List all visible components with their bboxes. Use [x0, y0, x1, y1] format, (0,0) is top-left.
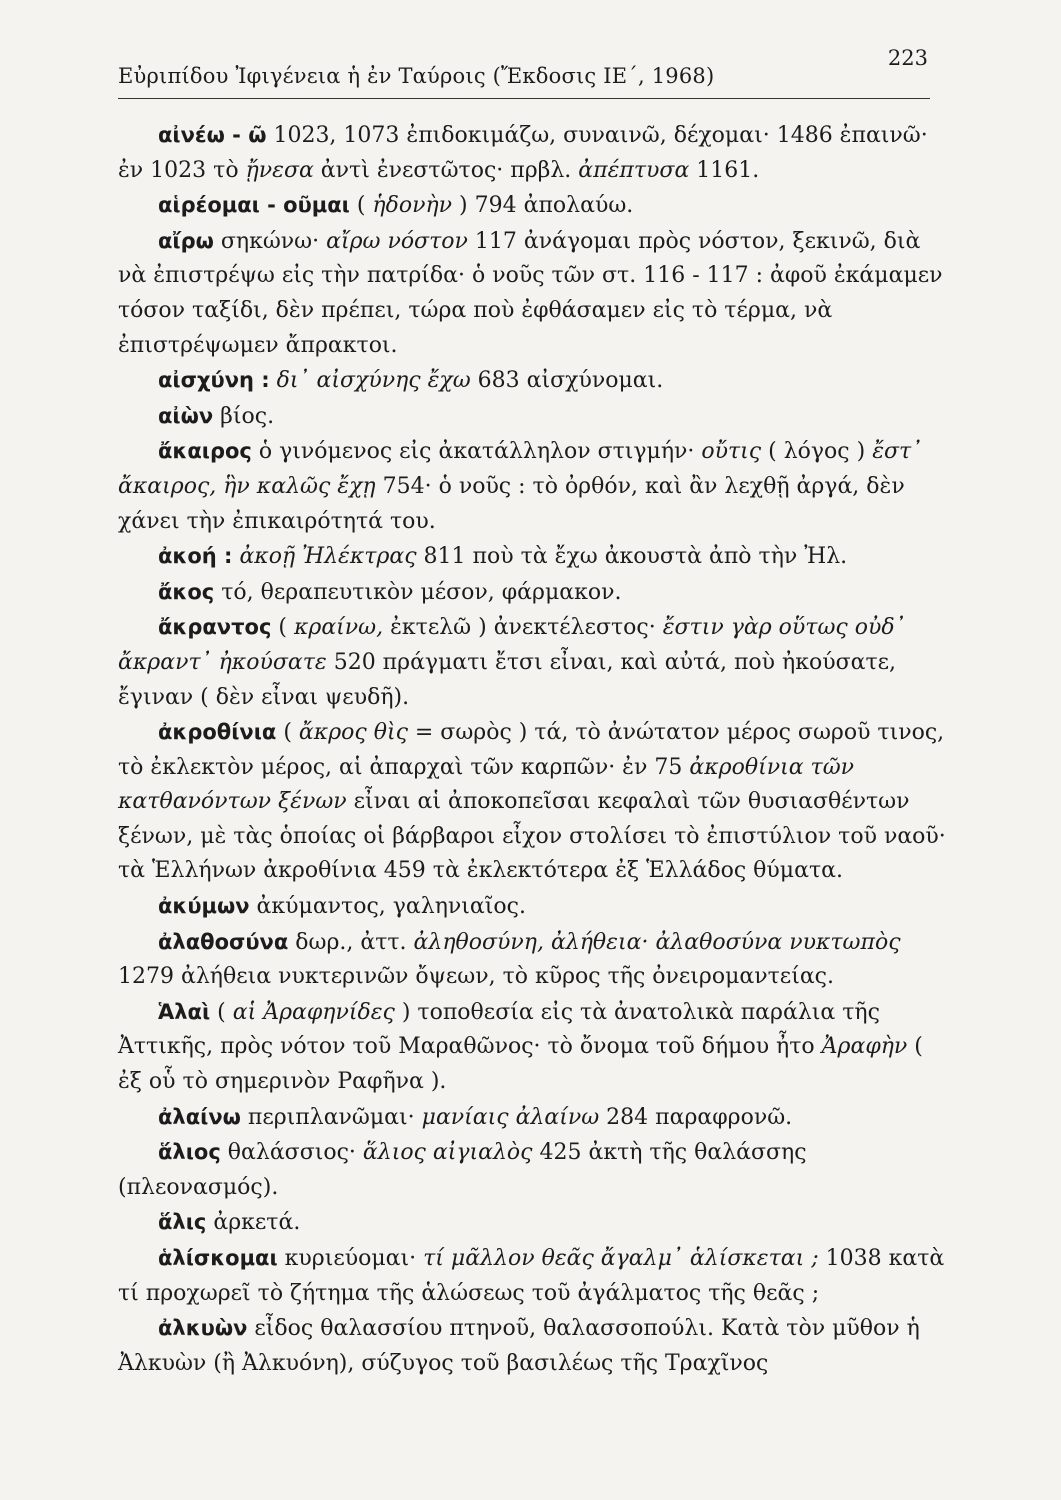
list-item: αἰνέω - ῶ 1023, 1073 ἐπιδοκιμάζω, συναινῶ, δέχομαι· 1486 ἐπαινῶ· ἐν 1023 τὸ ᾔνεσα ἀντὶ ἐνεστῶτος· πρβλ. ἀπέπτυσα 1161. [118, 123, 928, 183]
list-item: Ἁλαὶ ( αἱ Ἀραφηνίδες ) τοποθεσία εἰς τὰ ἀνατολικὰ παράλια τῆς Ἀττικῆς, πρὸς νότον τοῦ Μαραθῶνος· τὸ ὄνομα τοῦ δήμου ἦτο Ἀραφὴν ( ἐξ οὗ τὸ σημερινὸν Ραφῆνα ). [118, 999, 923, 1095]
list-item: αἱρέομαι - οῦμαι ( ἡδονὴν ) 794 ἀπολαύω. [158, 193, 634, 219]
entry-headword: ἀλαίνω [158, 1104, 241, 1129]
entry-list [118, 118, 948, 1381]
entry-headword: αἰὼν [158, 403, 214, 428]
list-item: ἀλαθοσύνα δωρ., ἀττ. ἀληθοσύνη, ἀλήθεια· ἀλαθοσύνα νυκτωπὸς 1279 ἀλήθεια νυκτερινῶν ὄψεων, τὸ κῦρος τῆς ὀνειρομαντείας. [118, 929, 901, 990]
entry-headword: αἴρω [158, 228, 214, 253]
list-item: ἄκαιρος ὁ γινόμενος εἰς ἀκατάλληλον στιγμήν· οὔτις ( λόγος ) ἔστ᾽ ἄκαιρος, ἣν καλῶς ἔχῃ 754· ὁ νοῦς : τὸ ὀρθόν, καὶ ἂν λεχθῇ ἀργά, δὲν χάνει τὴν ἐπικαιρότητά του. [118, 439, 923, 534]
entry-headword: ἄκραντος [158, 615, 272, 640]
list-item: ἀκροθίνια ( ἄκρος θὶς = σωρὸς ) τά, τὸ ἀνώτατον μέρος σωροῦ τινος, τὸ ἐκλεκτὸν μέρος, αἱ ἀπαρχαὶ τῶν καρπῶν· ἐν 75 ἀκροθίνια τῶν κατθανόντων ξένων εἶναι αἱ ἀποκοπεῖσαι κεφαλαὶ τῶν θυσιασθέντων ξένων, μὲ τὰς ὁποίας οἱ βάρβαροι εἶχον στολίσει τὸ ἐπιστύλιον τοῦ ναοῦ· τὰ Ἑλλήνων ἀκροθίνια 459 τὰ ἐκλεκτότερα ἐξ Ἑλλάδος θύματα. [118, 720, 946, 884]
list-item: ἄκραντος ( κραίνω, ἐκτελῶ ) ἀνεκτέλεστος· ἔστιν γὰρ οὕτως οὐδ᾽ ἄκραντ᾽ ἠκούσατε 520 πράγματι ἔτσι εἶναι, καὶ αὐτά, ποὺ ἠκούσατε, ἔγιναν ( δὲν εἶναι ψευδῆ). [118, 615, 906, 710]
entry-headword: ἀκοή : [158, 544, 233, 569]
list-item: ἀκύμων ἀκύμαντος, γαληνιαῖος. [158, 894, 526, 920]
list-item: ἀλκυὼν εἶδος θαλασσίου πτηνοῦ, θαλασσοπούλι. Κατὰ τὸν μῦθον ἡ Ἀλκυὼν (ἢ Ἀλκυόνη), σύζυγος τοῦ βασιλέως τῆς Τραχῖνος [118, 1316, 920, 1376]
running-title: Εὐριπίδου Ἰφιγένεια ἡ ἐν Ταύροις (Ἔκδοσις ΙΕ΄, 1968) [118, 64, 715, 88]
list-item: ἁλίσκομαι κυριεύομαι· τί μᾶλλον θεᾶς ἄγαλμ᾽ ἁλίσκεται ; 1038 κατὰ τί προχωρεῖ τὸ ζήτημα τῆς ἁλώσεως τοῦ ἀγάλματος τῆς θεᾶς ; [118, 1246, 945, 1306]
entry-headword: αἰνέω - ῶ [158, 123, 267, 147]
entry-headword: ἄκαιρος [158, 439, 252, 464]
entry-headword: ἄκος [158, 579, 215, 604]
entry-headword: ἀλαθοσύνα [158, 929, 289, 954]
entry-headword: αἰσχύνη : [158, 368, 270, 393]
list-item: ἅλιος θαλάσσιος· ἅλιος αἰγιαλὸς 425 ἀκτὴ τῆς θαλάσσης (πλεονασμός). [118, 1140, 807, 1200]
entry-headword: Ἁλαὶ [158, 999, 211, 1024]
entry-headword: ἅλις [158, 1210, 207, 1235]
entry-headword: αἱρέομαι - οῦμαι [158, 193, 350, 218]
entry-headword: ἀκύμων [158, 894, 250, 919]
page-number: 223 [887, 46, 928, 70]
list-item: αἴρω σηκώνω· αἴρω νόστον 117 ἀνάγομαι πρὸς νόστον, ξεκινῶ, διὰ νὰ ἐπιστρέψω εἰς τὴν πατρίδα· ὁ νοῦς τῶν στ. 116 - 117 : ἀφοῦ ἐκάμαμεν τόσον ταξίδι, δὲν πρέπει, τώρα ποὺ ἐφθάσαμεν εἰς τὸ τέρμα, νὰ ἐπιστρέψωμεν ἄπρακτοι. [118, 228, 943, 358]
entry-headword: ἀκροθίνια [158, 720, 277, 745]
entry-headword: ἀλκυὼν [158, 1316, 248, 1341]
list-item: ἄκος τό, θεραπευτικὸν μέσον, φάρμακον. [158, 579, 622, 605]
list-item: ἅλις ἀρκετά. [158, 1210, 301, 1236]
page-header [118, 40, 930, 99]
list-item: αἰὼν βίος. [158, 403, 275, 429]
entry-headword: ἁλίσκομαι [158, 1246, 278, 1270]
list-item: ἀκοή : ἀκοῇ Ἠλέκτρας 811 ποὺ τὰ ἔχω ἀκουστὰ ἀπὸ τὴν Ἠλ. [158, 544, 848, 570]
entry-headword: ἅλιος [158, 1140, 221, 1165]
list-item: ἀλαίνω περιπλανῶμαι· μανίαις ἀλαίνω 284 παραφρονῶ. [158, 1104, 793, 1130]
list-item: αἰσχύνη : δι᾽ αἰσχύνης ἔχω 683 αἰσχύνομαι. [158, 368, 664, 394]
